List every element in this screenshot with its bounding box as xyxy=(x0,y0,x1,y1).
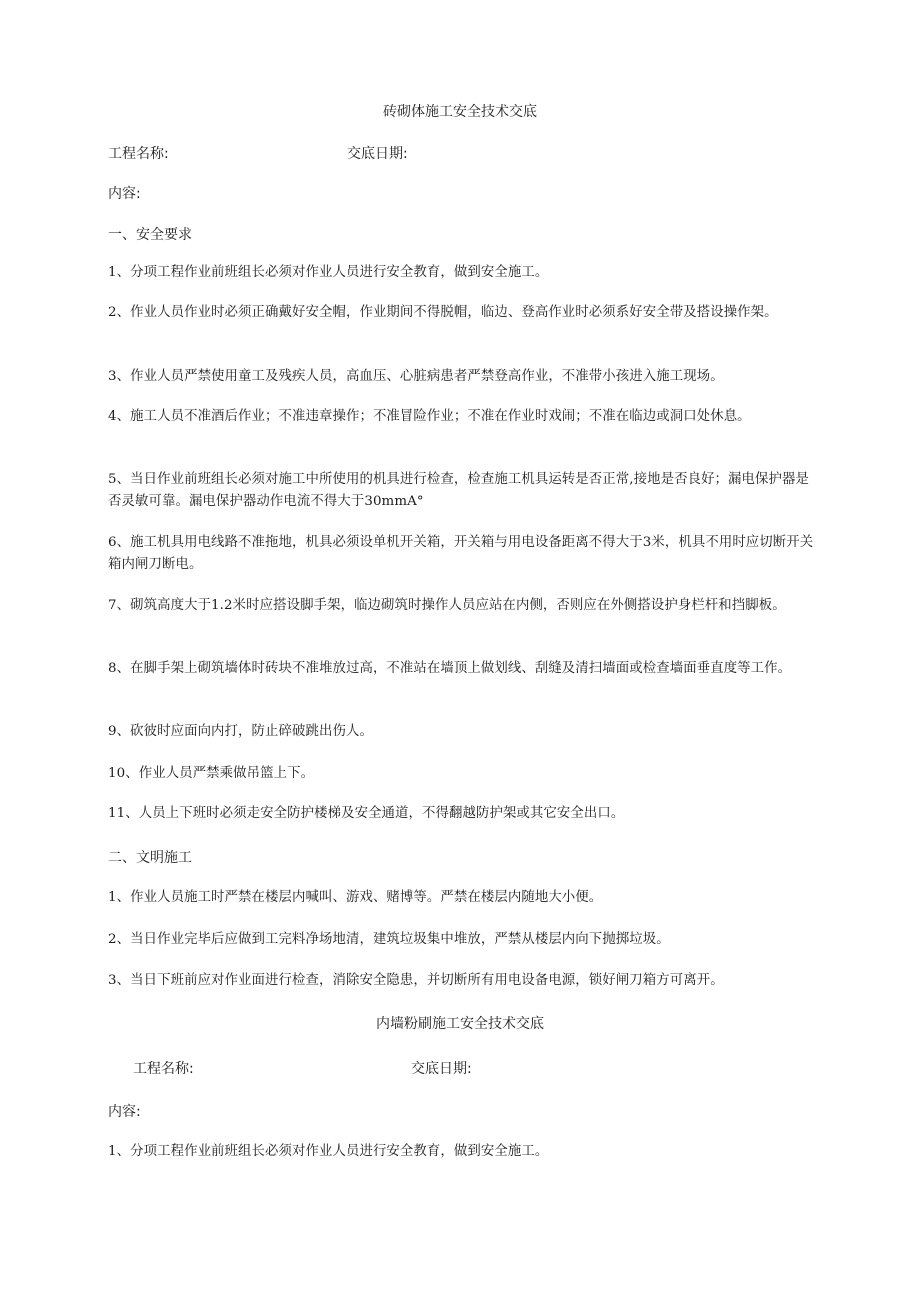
doc1-date-label: 交底日期: xyxy=(347,146,408,162)
doc1-s1-item-10: 10、作业人员严禁乘做吊篮上下。 xyxy=(108,766,315,781)
doc1-s1-item-11: 11、人员上下班时必须走安全防护楼梯及安全通道，不得翻越防护架或其它安全出口。 xyxy=(108,806,625,821)
doc2-date-label: 交底日期: xyxy=(411,1061,472,1077)
doc2-title: 内墙粉刷施工安全技术交底 xyxy=(376,1016,544,1032)
doc2-content-label: 内容: xyxy=(108,1104,141,1120)
doc1-s2-item-1: 1、作业人员施工时严禁在楼层内喊叫、游戏、赌博等。严禁在楼层内随地大小便。 xyxy=(108,890,603,905)
doc1-s1-item-7: 7、砌筑高度大于1.2米时应搭设脚手架，临边砌筑时操作人员应站在内侧，否则应在外侧搭设护身栏杆和挡脚板。 xyxy=(108,598,786,613)
doc1-title: 砖砌体施工安全技术交底 xyxy=(383,104,537,120)
doc1-s1-item-8: 8、在脚手架上砌筑墙体时砖块不准堆放过高，不准站在墙顶上做划线、刮缝及清扫墙面或检查墙面垂直度等工作。 xyxy=(108,661,792,676)
doc1-content-label: 内容: xyxy=(108,186,141,202)
doc2-header-fields xyxy=(0,1058,920,1078)
doc1-s1-item-9: 9、砍彼时应面向内打，防止碎破跳出伤人。 xyxy=(108,724,373,739)
doc1-section1-heading: 一、安全要求 xyxy=(108,227,192,243)
doc2-item-1: 1、分项工程作业前班组长必须对作业人员进行安全教育，做到安全施工。 xyxy=(108,1144,549,1159)
doc1-s2-item-3: 3、当日下班前应对作业面进行检查，消除安全隐患，并切断所有用电设备电源，锁好闸刀箱方可离开。 xyxy=(108,973,724,988)
doc1-s1-item-1: 1、分项工程作业前班组长必须对作业人员进行安全教育，做到安全施工。 xyxy=(108,265,549,280)
doc1-s1-item-3: 3、作业人员严禁使用童工及残疾人员，高血压、心脏病患者严禁登高作业，不准带小孩进入施工现场。 xyxy=(108,369,724,384)
doc1-project-name-label: 工程名称: xyxy=(108,146,169,162)
doc1-s1-item-5: 5、当日作业前班组长必须对施工中所使用的机具进行检查，检查施工机具运转是否正常,接地是否良好；漏电保护器是否灵敏可靠。漏电保护器动作电流不得大于30mmA° xyxy=(108,472,809,509)
doc1-s2-item-2: 2、当日作业完毕后应做到工完料净场地清，建筑垃圾集中堆放，严禁从楼层内向下抛掷垃圾。 xyxy=(108,932,670,947)
doc2-project-name-label: 工程名称: xyxy=(133,1061,194,1077)
doc1-s1-item-4: 4、施工人员不准酒后作业；不准违章操作；不准冒险作业；不准在作业时戏闹；不准在临边或洞口处休息。 xyxy=(108,409,751,424)
doc1-header-fields xyxy=(0,143,920,163)
doc1-s1-item-6: 6、施工机具用电线路不准拖地，机具必须设单机开关箱，开关箱与用电设备距离不得大于3米，机具不用时应切断开关箱内闸刀断电。 xyxy=(108,535,814,572)
doc1-s1-item-2: 2、作业人员作业时必须正确戴好安全帽，作业期间不得脱帽，临边、登高作业时必须系好安全带及搭设操作架。 xyxy=(108,305,778,320)
doc1-section2-heading: 二、文明施工 xyxy=(108,850,192,866)
